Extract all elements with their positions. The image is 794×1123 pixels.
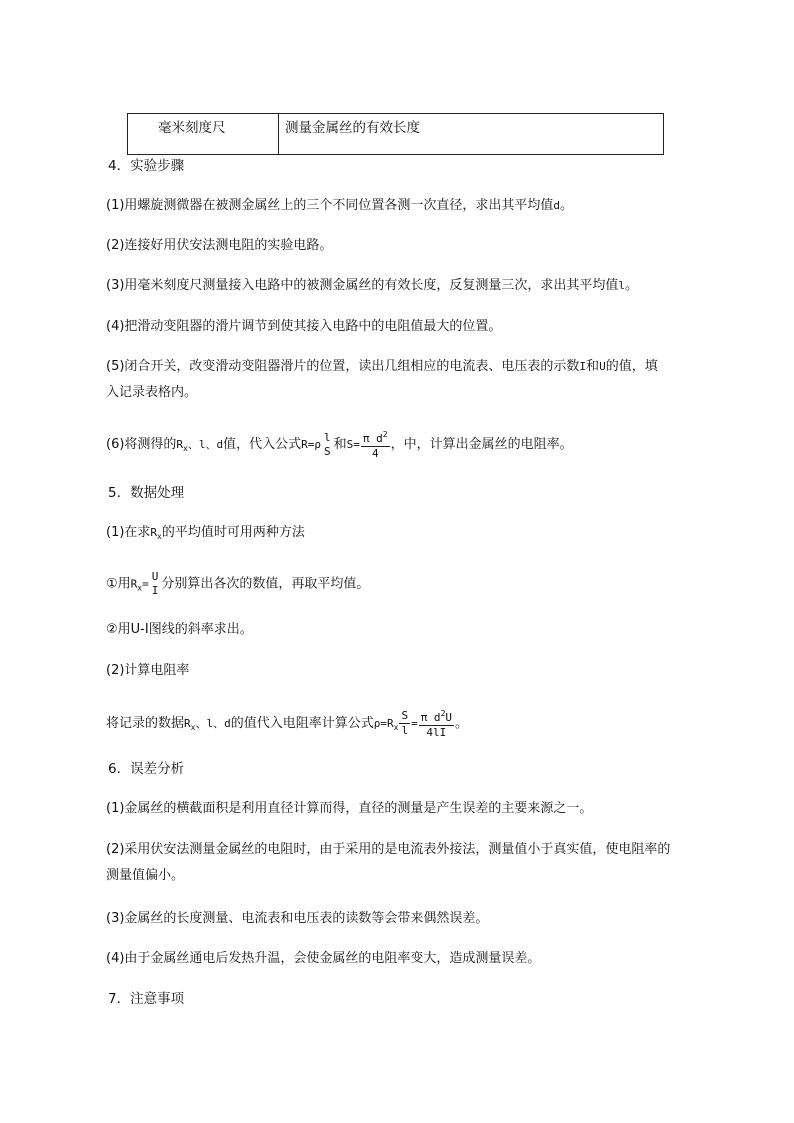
fraction-area <box>361 428 390 461</box>
fraction-numerator: S <box>401 709 409 722</box>
rx-r: R <box>184 717 191 730</box>
formula-s: S= <box>346 438 360 451</box>
step-6-and: 和 <box>333 437 347 452</box>
step-3-text: (3)用毫米刻度尺测量接入电路中的被测金属丝的有效长度，反复测量三次，求出其平均值 <box>106 278 619 293</box>
step-6-mid: 值，代入公式 <box>223 437 302 452</box>
step-1-end: 。 <box>560 198 574 213</box>
fraction-u-over-i <box>150 570 161 598</box>
step-5-line-2: 入记录表格内。 <box>106 385 198 400</box>
step-5-and: 和 <box>586 359 600 374</box>
rx-sub: x <box>190 723 196 732</box>
fraction-numerator <box>419 707 454 726</box>
step-6-vars: 、l、d <box>187 438 224 451</box>
fraction-denominator: 4 <box>371 447 379 460</box>
formula-mid: 的值代入电阻率计算公式 <box>230 716 374 731</box>
fraction-resistivity <box>419 707 454 740</box>
pi-d: π d <box>420 711 441 724</box>
method-2: ②用U-I图线的斜率求出。 <box>106 622 253 637</box>
step-6 <box>106 428 573 461</box>
error-2-line-2: 测量值偏小。 <box>106 868 185 883</box>
fraction-denominator: 4lI <box>426 726 447 739</box>
fraction-denominator: S <box>324 444 331 458</box>
fraction-denominator: l <box>401 724 409 737</box>
intro-end: 的平均值时可用两种方法 <box>161 525 305 540</box>
rx-r: R <box>150 526 158 539</box>
step-5-text: (5)闭合开关，改变滑动变阻器滑片的位置，读出几组相应的电流表、电压表的示数 <box>106 359 580 374</box>
error-3: (3)金属丝的长度测量、电流表和电压表的读数等会带来偶然误差。 <box>106 911 489 926</box>
table-row <box>128 114 664 155</box>
formula-end: 。 <box>455 716 469 731</box>
formula-text: 将记录的数据 <box>106 716 185 731</box>
step-3-var: l <box>618 279 626 292</box>
resistivity-formula-line <box>106 707 468 740</box>
error-1: (1)金属丝的横截面积是利用直径计算而得，直径的测量是产生误差的主要来源之一。 <box>106 801 593 816</box>
fraction-numerator: U <box>151 570 159 583</box>
fraction-numerator: l <box>324 430 331 444</box>
formula-vars: 、l、d <box>195 717 231 730</box>
error-2-line-1: (2)采用伏安法测量金属丝的电阻时，由于采用的是电流表外接法，测量值小于真实值，使电阻率的 <box>106 842 671 857</box>
step-5-line-1 <box>106 358 658 376</box>
step-3 <box>106 277 638 295</box>
table-cell-purpose: 测量金属丝的有效长度 <box>279 114 664 155</box>
step-4: (4)把滑动变阻器的滑片调节到使其接入电路中的电阻值最大的位置。 <box>106 319 502 334</box>
voltage-u: U <box>445 711 453 724</box>
rho-eq: ρ=R <box>373 717 394 730</box>
method-1 <box>106 570 369 598</box>
formula-r: R=ρ <box>301 438 322 451</box>
exponent: 2 <box>440 709 446 718</box>
step-6-r-sub: x <box>183 444 188 453</box>
rx-r: R <box>130 577 138 591</box>
fraction-l-over-s <box>322 431 333 459</box>
rx-sub: x <box>137 583 143 593</box>
data-method-intro <box>106 524 305 546</box>
pi-d: π d <box>362 432 383 445</box>
fraction-denominator: I <box>151 584 159 597</box>
intro-text: (1)在求 <box>106 525 151 540</box>
step-3-end: 。 <box>625 278 639 293</box>
equals: = <box>142 577 149 591</box>
section-5-title: 5．数据处理 <box>108 485 185 501</box>
equipment-table <box>127 113 664 155</box>
section-7-title: 7．注意事项 <box>108 991 185 1007</box>
rx-sub: x <box>157 532 162 541</box>
step-6-r: R <box>176 438 184 451</box>
exponent: 2 <box>382 430 388 439</box>
method-1-text: ①用 <box>106 576 131 592</box>
section-4-title: 4．实验步骤 <box>108 158 185 174</box>
error-4: (4)由于金属丝通电后发热升温，会使金属丝的电阻率变大，造成测量误差。 <box>106 951 541 966</box>
fraction-numerator <box>361 428 390 447</box>
step-2: (2)连接好用伏安法测电阻的实验电路。 <box>106 238 333 253</box>
step-6-text: (6)将测得的 <box>106 437 177 452</box>
method-1-end: 分别算出各次的数值，再取平均值。 <box>161 576 370 592</box>
step-6-end: ，中，计算出金属丝的电阻率。 <box>390 437 573 452</box>
step-5-var-i: I <box>579 360 587 373</box>
step-1-text: (1)用螺旋测微器在被测金属丝上的三个不同位置各测一次直径，求出其平均值 <box>106 198 554 213</box>
resistivity-heading: (2)计算电阻率 <box>106 663 190 678</box>
section-6-title: 6．误差分析 <box>108 761 185 777</box>
table-cell-tool: 毫米刻度尺 <box>128 114 279 155</box>
step-5-var-u: U <box>599 360 606 373</box>
equals: = <box>411 717 418 730</box>
fraction-s-over-l <box>399 709 410 738</box>
step-5-text-end: 的值，填 <box>605 359 658 374</box>
step-1-var: d <box>553 199 561 212</box>
rx-sub: x <box>393 723 399 732</box>
step-1 <box>106 197 573 215</box>
